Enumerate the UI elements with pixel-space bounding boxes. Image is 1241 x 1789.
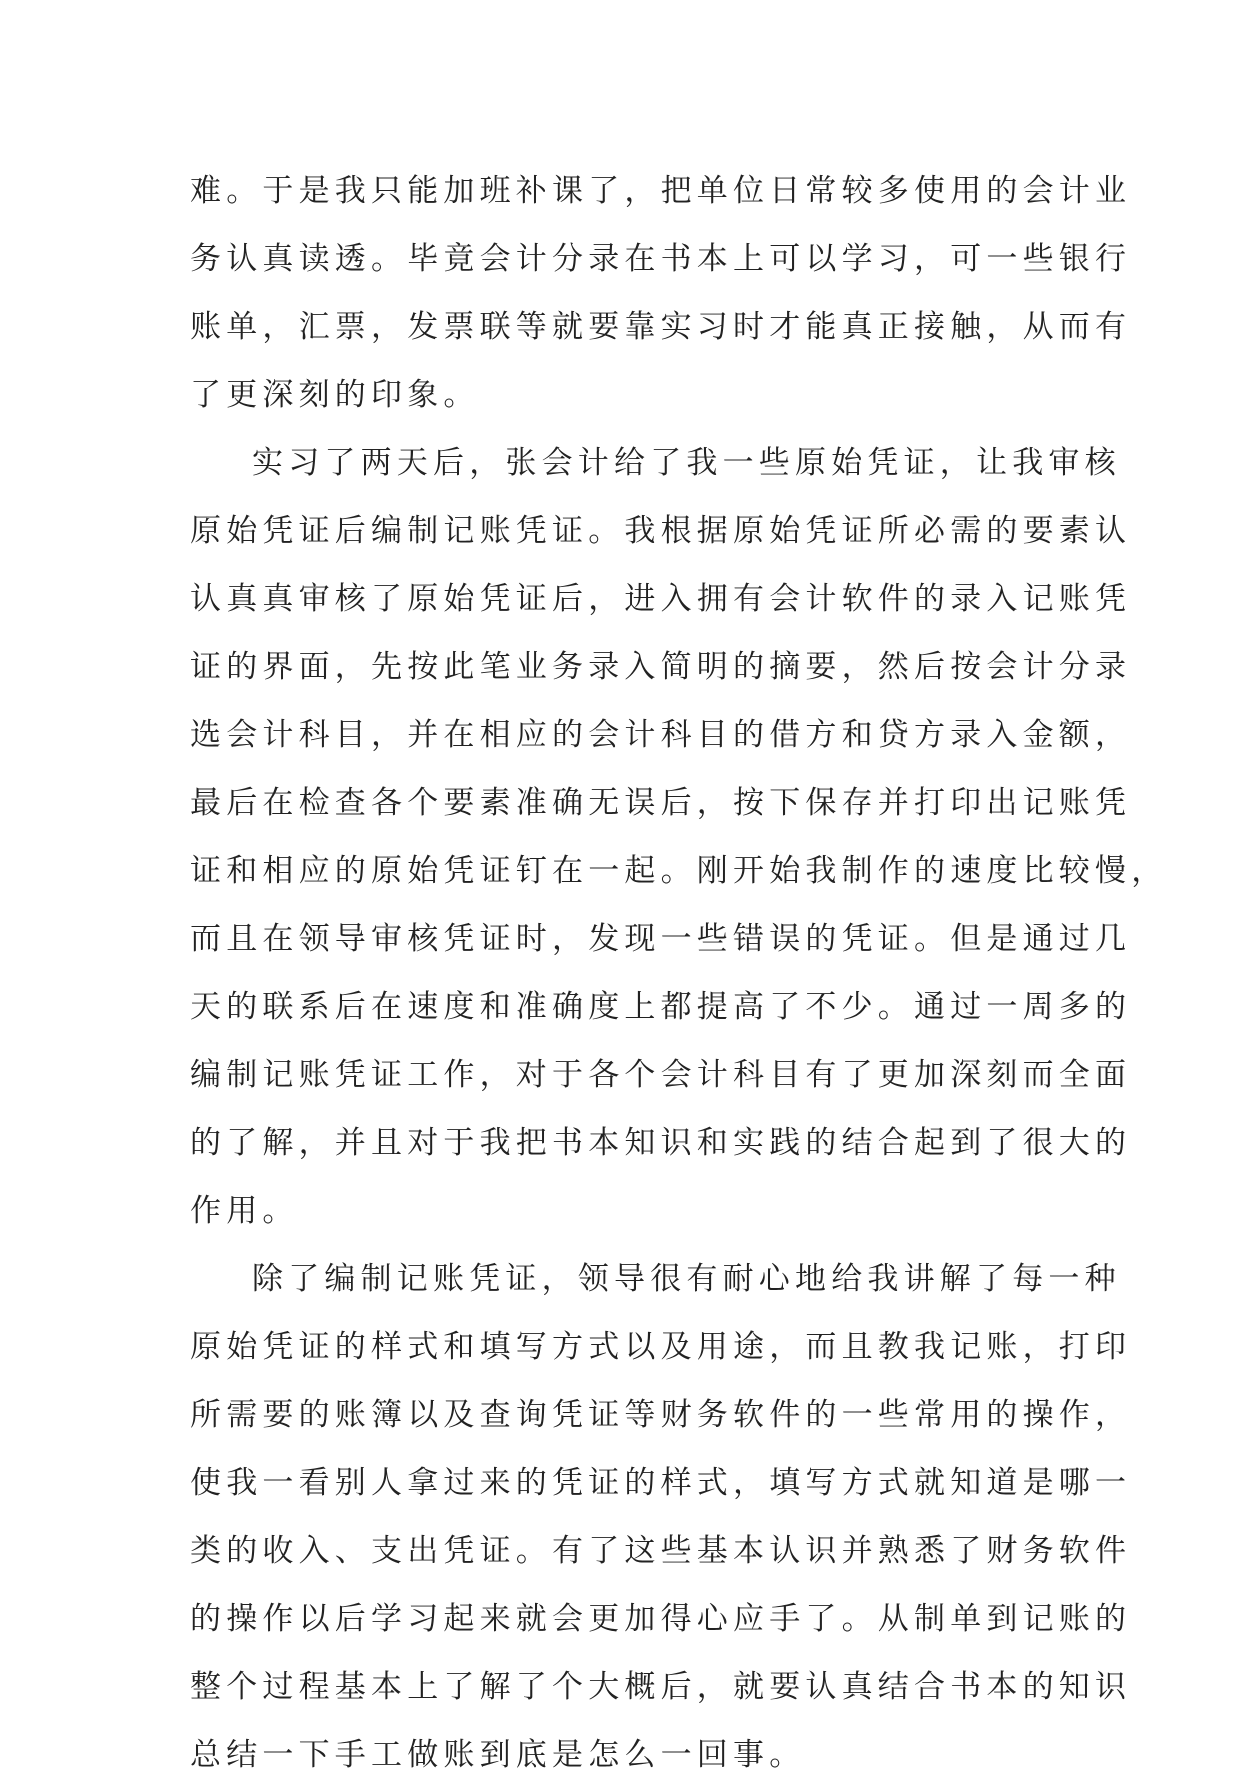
text-line: 使我一看别人拿过来的凭证的样式，填写方式就知道是哪一 (190, 1465, 1132, 1501)
text-line: 天的联系后在速度和准确度上都提高了不少。通过一周多的 (190, 989, 1132, 1025)
text-line: 实习了两天后，张会计给了我一些原始凭证，让我审核 (252, 445, 1121, 481)
paragraph-3 (190, 1245, 1132, 1789)
text-line: 认真真审核了原始凭证后，进入拥有会计软件的录入记账凭 (190, 581, 1132, 617)
text-line: 证和相应的原始凭证钉在一起。刚开始我制作的速度比较慢， (190, 853, 1168, 889)
text-line: 选会计科目，并在相应的会计科目的借方和贷方录入金额， (190, 717, 1132, 753)
text-line: 原始凭证的样式和填写方式以及用途，而且教我记账，打印 (190, 1329, 1132, 1365)
text-line: 而且在领导审核凭证时，发现一些错误的凭证。但是通过几 (190, 921, 1132, 957)
text-line: 原始凭证后编制记账凭证。我根据原始凭证所必需的要素认 (190, 513, 1132, 549)
text-line: 整个过程基本上了解了个大概后，就要认真结合书本的知识 (190, 1669, 1132, 1705)
text-line: 的了解，并且对于我把书本知识和实践的结合起到了很大的 (190, 1125, 1132, 1161)
text-line: 务认真读透。毕竟会计分录在书本上可以学习，可一些银行 (190, 241, 1132, 277)
text-line: 了更深刻的印象。 (190, 377, 480, 413)
text-line: 编制记账凭证工作，对于各个会计科目有了更加深刻而全面 (190, 1057, 1132, 1093)
text-line: 证的界面，先按此笔业务录入简明的摘要，然后按会计分录 (190, 649, 1132, 685)
text-line: 难。于是我只能加班补课了，把单位日常较多使用的会计业 (190, 173, 1132, 209)
text-line: 总结一下手工做账到底是怎么一回事。 (190, 1737, 806, 1773)
text-line: 最后在检查各个要素准确无误后，按下保存并打印出记账凭 (190, 785, 1132, 821)
paragraph-1 (190, 157, 1132, 429)
text-line: 账单，汇票，发票联等就要靠实习时才能真正接触，从而有 (190, 309, 1132, 345)
text-line: 作用。 (190, 1193, 299, 1229)
text-line: 的操作以后学习起来就会更加得心应手了。从制单到记账的 (190, 1601, 1132, 1637)
paragraph-2 (190, 429, 1168, 1245)
text-line: 类的收入、支出凭证。有了这些基本认识并熟悉了财务软件 (190, 1533, 1132, 1569)
body-text (190, 157, 1168, 1789)
text-line: 除了编制记账凭证，领导很有耐心地给我讲解了每一种 (252, 1261, 1121, 1297)
text-line: 所需要的账簿以及查询凭证等财务软件的一些常用的操作， (190, 1397, 1132, 1433)
